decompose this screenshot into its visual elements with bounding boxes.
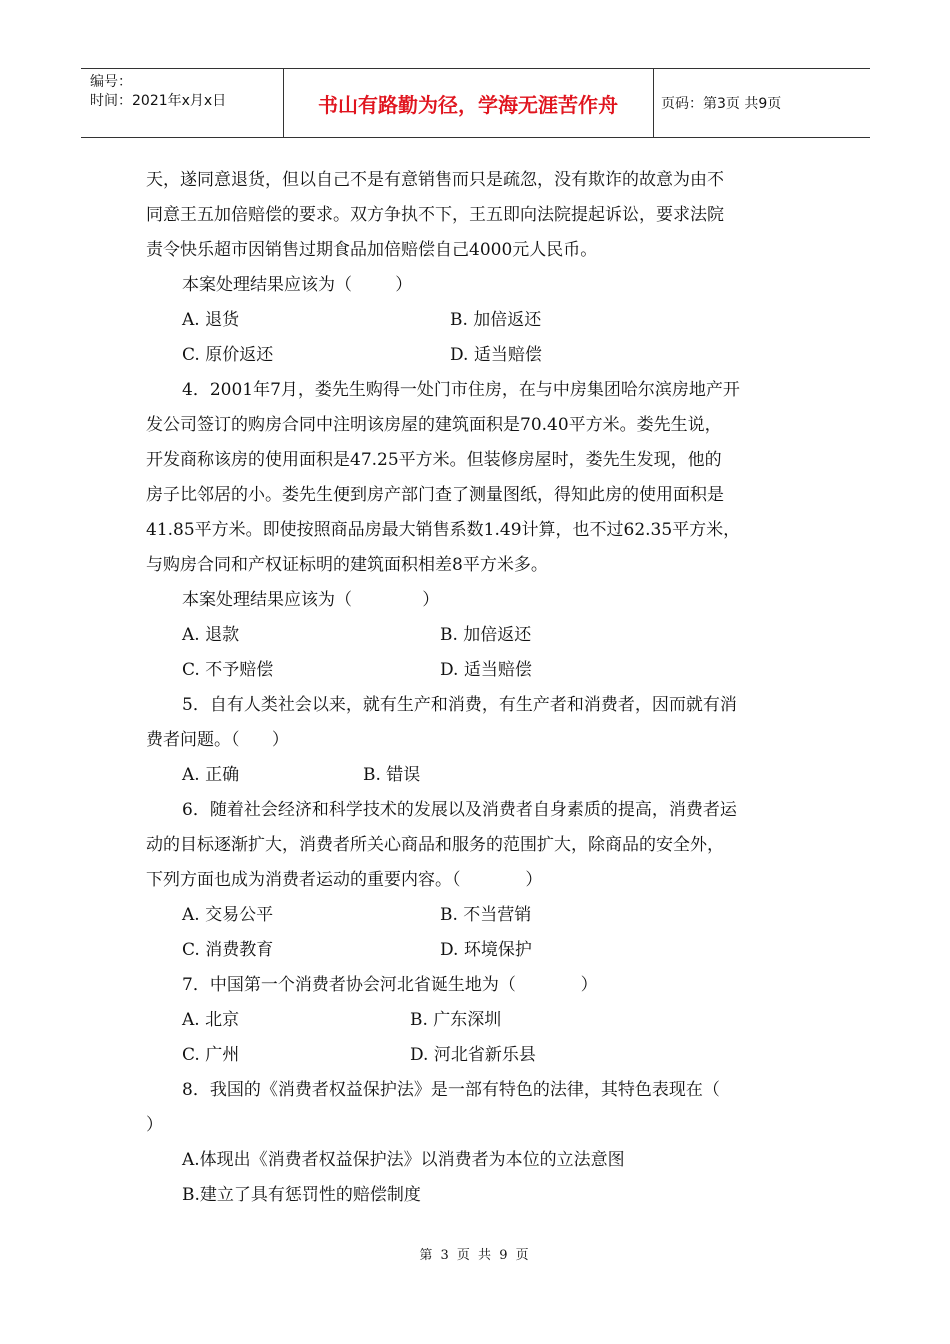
question-prompt: 本案处理结果应该为（ ）: [182, 590, 440, 610]
option-a: A. 交易公平: [182, 905, 274, 925]
header-motto: 书山有路勤为径，学海无涯苦作舟: [318, 92, 618, 117]
option-d: D. 河北省新乐县: [410, 1045, 536, 1065]
page-footer: 第 3 页 共 9 页: [419, 1248, 531, 1263]
option-b: B. 加倍返还: [450, 310, 542, 330]
option-d: D. 适当赔偿: [440, 660, 532, 680]
question-prompt: 本案处理结果应该为（ ）: [182, 275, 413, 295]
option-b: B. 加倍返还: [440, 625, 532, 645]
text-line: 天，遂同意退货，但以自己不是有意销售而只是疏忽，没有欺诈的故意为由不: [146, 170, 724, 190]
text-line: ）: [146, 1115, 163, 1135]
header-divider: [653, 69, 654, 137]
text-line: 41.85平方米。即使按照商品房最大销售系数1.49计算，也不过62.35平方米，: [146, 520, 741, 540]
text-line: 4．2001年7月，娄先生购得一处门市住房，在与中房集团哈尔滨房地产开: [182, 380, 740, 400]
option-c: C. 消费教育: [182, 940, 274, 960]
text-line: 7．中国第一个消费者协会河北省诞生地为（ ）: [182, 975, 598, 995]
text-line: 房子比邻居的小。娄先生便到房产部门查了测量图纸，得知此房的使用面积是: [146, 485, 724, 505]
text-line: 8．我国的《消费者权益保护法》是一部有特色的法律，其特色表现在（: [182, 1080, 720, 1100]
option-c: C. 广州: [182, 1045, 240, 1065]
number-label: 编号：: [90, 74, 132, 90]
option-b: B. 错误: [363, 765, 421, 785]
option-b: B. 不当营销: [440, 905, 532, 925]
text-line: 同意王五加倍赔偿的要求。双方争执不下，王五即向法院提起诉讼，要求法院: [146, 205, 724, 225]
option-b: B. 广东深圳: [410, 1010, 502, 1030]
option-a: A. 北京: [182, 1010, 240, 1030]
text-line: 费者问题。（ ）: [146, 730, 289, 750]
text-line: 5．自有人类社会以来，就有生产和消费，有生产者和消费者，因而就有消: [182, 695, 737, 715]
option-a: A. 退款: [182, 625, 240, 645]
header-page-label: 页码：第3页 共9页: [661, 96, 782, 112]
text-line: 下列方面也成为消费者运动的重要内容。（ ）: [146, 870, 543, 890]
page-header: [81, 68, 870, 138]
text-line: 与购房合同和产权证标明的建筑面积相差8平方米多。: [146, 555, 548, 575]
text-line: 开发商称该房的使用面积是47.25平方米。但装修房屋时，娄先生发现，他的: [146, 450, 722, 470]
text-line: 责令快乐超市因销售过期食品加倍赔偿自己4000元人民币。: [146, 240, 598, 260]
option-d: D. 适当赔偿: [450, 345, 542, 365]
option-c: C. 不予赔偿: [182, 660, 274, 680]
time-label: 时间：2021年x月x日: [90, 93, 227, 109]
text-line: B.建立了具有惩罚性的赔偿制度: [182, 1185, 421, 1205]
text-line: 6．随着社会经济和科学技术的发展以及消费者自身素质的提高，消费者运: [182, 800, 737, 820]
option-a: A. 正确: [182, 765, 240, 785]
text-line: 发公司签订的购房合同中注明该房屋的建筑面积是70.40平方米。娄先生说，: [146, 415, 722, 435]
text-line: A.体现出《消费者权益保护法》以消费者为本位的立法意图: [182, 1150, 625, 1170]
text-line: 动的目标逐渐扩大，消费者所关心商品和服务的范围扩大，除商品的安全外，: [146, 835, 724, 855]
option-a: A. 退货: [182, 310, 240, 330]
option-c: C. 原价返还: [182, 345, 274, 365]
option-d: D. 环境保护: [440, 940, 532, 960]
header-meta: [90, 73, 226, 111]
